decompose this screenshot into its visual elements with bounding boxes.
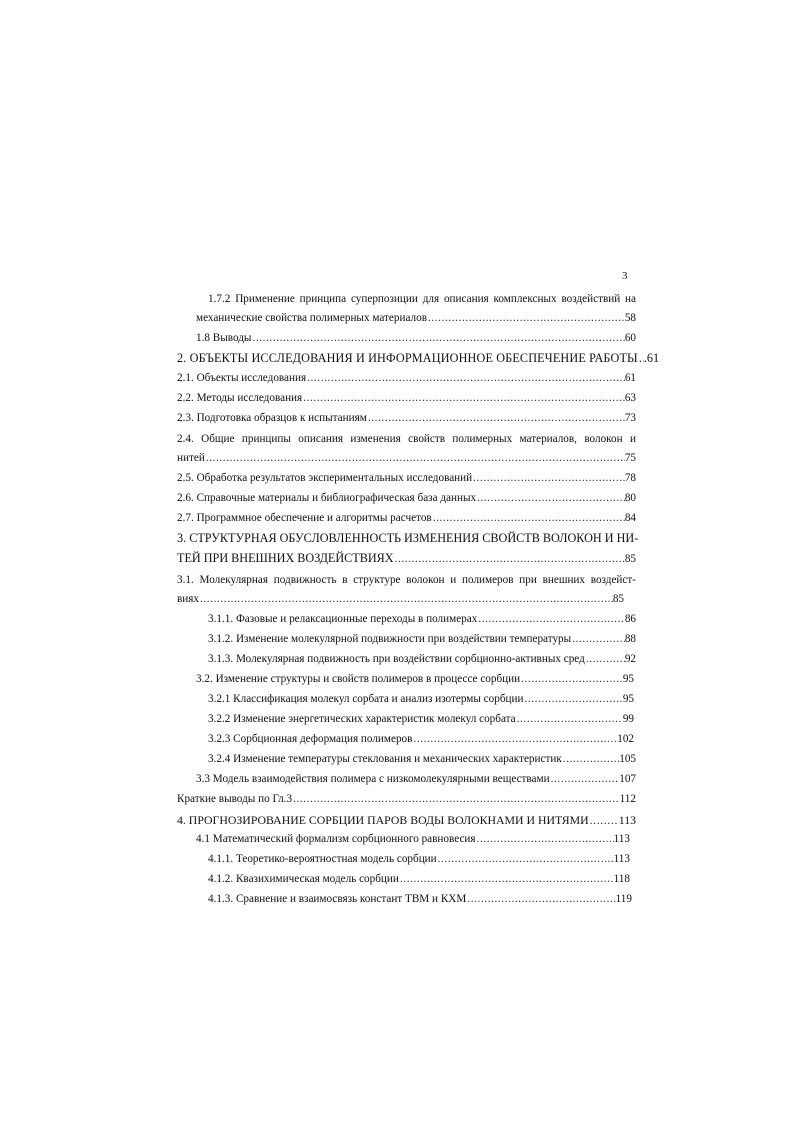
toc-entry-page: 107 — [619, 773, 636, 785]
leader-dots — [516, 711, 623, 727]
toc-entry — [208, 611, 636, 627]
toc-entry-page: 80 — [624, 492, 636, 504]
toc-entry — [208, 651, 636, 667]
toc-entry-text: 2.6. Справочные материалы и библиографическая база данных — [177, 492, 477, 504]
toc-entry — [196, 831, 630, 847]
toc-entry — [177, 550, 636, 566]
toc-entry — [196, 671, 634, 687]
toc-entry-text: 2. ОБЪЕКТЫ ИССЛЕДОВАНИЯ И ИНФОРМАЦИОННОЕ ОБЕСПЕЧЕНИЕ РАБОТЫ — [177, 351, 638, 365]
leader-dots — [251, 330, 624, 346]
toc-entry — [177, 470, 636, 486]
toc-entry — [196, 330, 636, 346]
toc-entry-text: 4. ПРОГНОЗИРОВАНИЕ СОРБЦИИ ПАРОВ ВОДЫ ВОЛОКНАМИ И НИТЯМИ — [177, 813, 589, 827]
toc-entry-text: 4.1.2. Квазихимическая модель сорбции — [208, 873, 399, 885]
leader-dots — [589, 812, 619, 828]
toc-entry-page: 58 — [624, 312, 636, 324]
toc-entry-page: 113 — [613, 853, 630, 865]
toc-entry-page: 92 — [624, 653, 636, 665]
toc-entry-page: .61 — [643, 351, 660, 365]
toc-entry — [177, 410, 636, 426]
toc-entry-page: 113 — [618, 813, 636, 827]
toc-entry-page: 118 — [613, 873, 630, 885]
toc-entry-text: нитей — [177, 452, 205, 464]
toc-entry — [177, 370, 636, 386]
leader-dots — [367, 410, 625, 426]
toc-entry-page: 85 — [612, 593, 624, 605]
toc-entry-page: 73 — [624, 412, 636, 424]
leader-dots — [476, 490, 625, 506]
leader-dots — [520, 671, 623, 687]
toc-entry — [177, 390, 636, 406]
toc-entry-text: 3.1.1. Фазовые и релаксационные переходы в полимерах — [208, 613, 478, 625]
leader-dots — [205, 450, 625, 466]
toc-entry — [177, 530, 639, 546]
toc-entry-page: 113 — [613, 833, 630, 845]
leader-dots — [585, 651, 625, 667]
toc-entry-text: 1.8 Выводы — [196, 332, 252, 344]
toc-entry-page: 60 — [624, 332, 636, 344]
toc-entry-text: 1.7.2 Применение принципа суперпозиции для описания комплексных воздействий на — [208, 293, 636, 305]
toc-entry-text: 4.1.3. Сравнение и взаимосвязь констант ТВМ и КХМ — [208, 893, 467, 905]
leader-dots — [412, 731, 617, 747]
leader-dots — [562, 751, 619, 767]
toc-entry — [177, 350, 660, 366]
toc-entry-text: 4.1.1. Теоретико-вероятностная модель сорбции — [208, 853, 437, 865]
leader-dots — [306, 370, 625, 386]
toc-entry-page: 85 — [624, 553, 636, 565]
toc-entry-text: 3.1.2. Изменение молекулярной подвижности при воздействии температуры — [208, 633, 572, 645]
leader-dots — [571, 631, 625, 647]
toc-entry-text: 2.3. Подготовка образцов к испытаниям — [177, 412, 367, 424]
toc-entry-page: 88 — [624, 633, 636, 645]
toc-entry-text: 2.5. Обработка результатов экспериментальных исследований — [177, 472, 473, 484]
toc-entry — [208, 291, 636, 307]
leader-dots — [476, 831, 614, 847]
toc-entry-text: 3.3 Модель взаимодействия полимера с низкомолекулярными веществами — [196, 773, 550, 785]
toc-entry-page: 78 — [624, 472, 636, 484]
toc-entry-page: 99 — [622, 713, 634, 725]
leader-dots — [466, 891, 615, 907]
leader-dots — [472, 470, 625, 486]
toc-entry-page: 61 — [624, 372, 636, 384]
toc-entry-page: 102 — [617, 733, 634, 745]
toc-entry-text: 3.1.3. Молекулярная подвижность при воздействии сорбционно-активных сред — [208, 653, 585, 665]
toc-entry — [208, 751, 636, 767]
toc-entry-text: 3.2.4 Изменение температуры стеклования и механических характеристик — [208, 753, 562, 765]
leader-dots — [523, 691, 622, 707]
leader-dots — [437, 851, 614, 867]
leader-dots — [399, 871, 614, 887]
toc-entry-text: виях — [177, 593, 200, 605]
leader-dots — [432, 510, 625, 526]
toc-entry-page: 119 — [615, 893, 632, 905]
toc-entry — [177, 490, 636, 506]
toc-entry — [177, 591, 624, 607]
toc-entry — [196, 771, 636, 787]
leader-dots — [199, 591, 613, 607]
leader-dots — [427, 310, 625, 326]
toc-entry — [177, 510, 636, 526]
toc-entry-text: 2.7. Программное обеспечение и алгоритмы расчетов — [177, 512, 432, 524]
toc-entry — [208, 891, 632, 907]
toc-entry — [208, 851, 630, 867]
toc-entry-text: 2.4. Общие принципы описания изменения свойств полимерных материалов, волокон и — [177, 433, 636, 445]
toc-entry — [208, 691, 634, 707]
toc-entry-page: 95 — [622, 673, 634, 685]
leader-dots — [292, 791, 620, 807]
toc-entry — [196, 310, 636, 326]
toc-entry — [177, 791, 636, 807]
toc-entry-page: 84 — [624, 512, 636, 524]
toc-entry-text: 3. СТРУКТУРНАЯ ОБУСЛОВЛЕННОСТЬ ИЗМЕНЕНИЯ СВОЙСТВ ВОЛОКОН И НИ- — [177, 531, 639, 545]
toc-entry-page: 95 — [622, 693, 634, 705]
toc-entry-text: 3.1. Молекулярная подвижность в структуре волокон и полимеров при внешних воздейст- — [177, 574, 636, 586]
toc-entry — [177, 812, 636, 828]
toc-entry-text: 2.2. Методы исследования — [177, 392, 303, 404]
toc-entry-page: 86 — [624, 613, 636, 625]
toc-entry — [208, 731, 634, 747]
leader-dots — [302, 390, 625, 406]
toc-entry-page: 63 — [624, 392, 636, 404]
leader-dots — [550, 771, 620, 787]
toc-entry-text: 3.2.1 Классификация молекул сорбата и анализ изотермы сорбции — [208, 693, 524, 705]
toc-entry — [208, 631, 636, 647]
toc-entry-text: ТЕЙ ПРИ ВНЕШНИХ ВОЗДЕЙСТВИЯХ — [177, 551, 394, 565]
toc-entry-page: 105 — [619, 753, 636, 765]
toc-entry-text: механические свойства полимерных материалов — [196, 312, 427, 324]
page-number: 3 — [622, 270, 628, 282]
toc-entry — [177, 572, 636, 588]
toc-entry-text: 3.2. Изменение структуры и свойств полимеров в процессе сорбции — [196, 673, 521, 685]
toc-entry-text: 3.2.3 Сорбционная деформация полимеров — [208, 733, 413, 745]
toc-entry — [208, 871, 630, 887]
toc-entry-page: 112 — [619, 793, 636, 805]
toc-entry — [177, 450, 636, 466]
toc-entry — [177, 431, 636, 447]
leader-dots — [477, 611, 625, 627]
toc-entry-text: 2.1. Объекты исследования — [177, 372, 307, 384]
toc-entry-text: 4.1 Математический формализм сорбционного равновесия — [196, 833, 476, 845]
toc-entry-text: Краткие выводы по Гл.3 — [177, 793, 293, 805]
leader-dots — [394, 551, 625, 567]
toc-entry-text: 3.2.2 Изменение энергетических характеристик молекул сорбата — [208, 713, 516, 725]
toc-entry — [208, 711, 634, 727]
toc-entry-page: 75 — [624, 452, 636, 464]
